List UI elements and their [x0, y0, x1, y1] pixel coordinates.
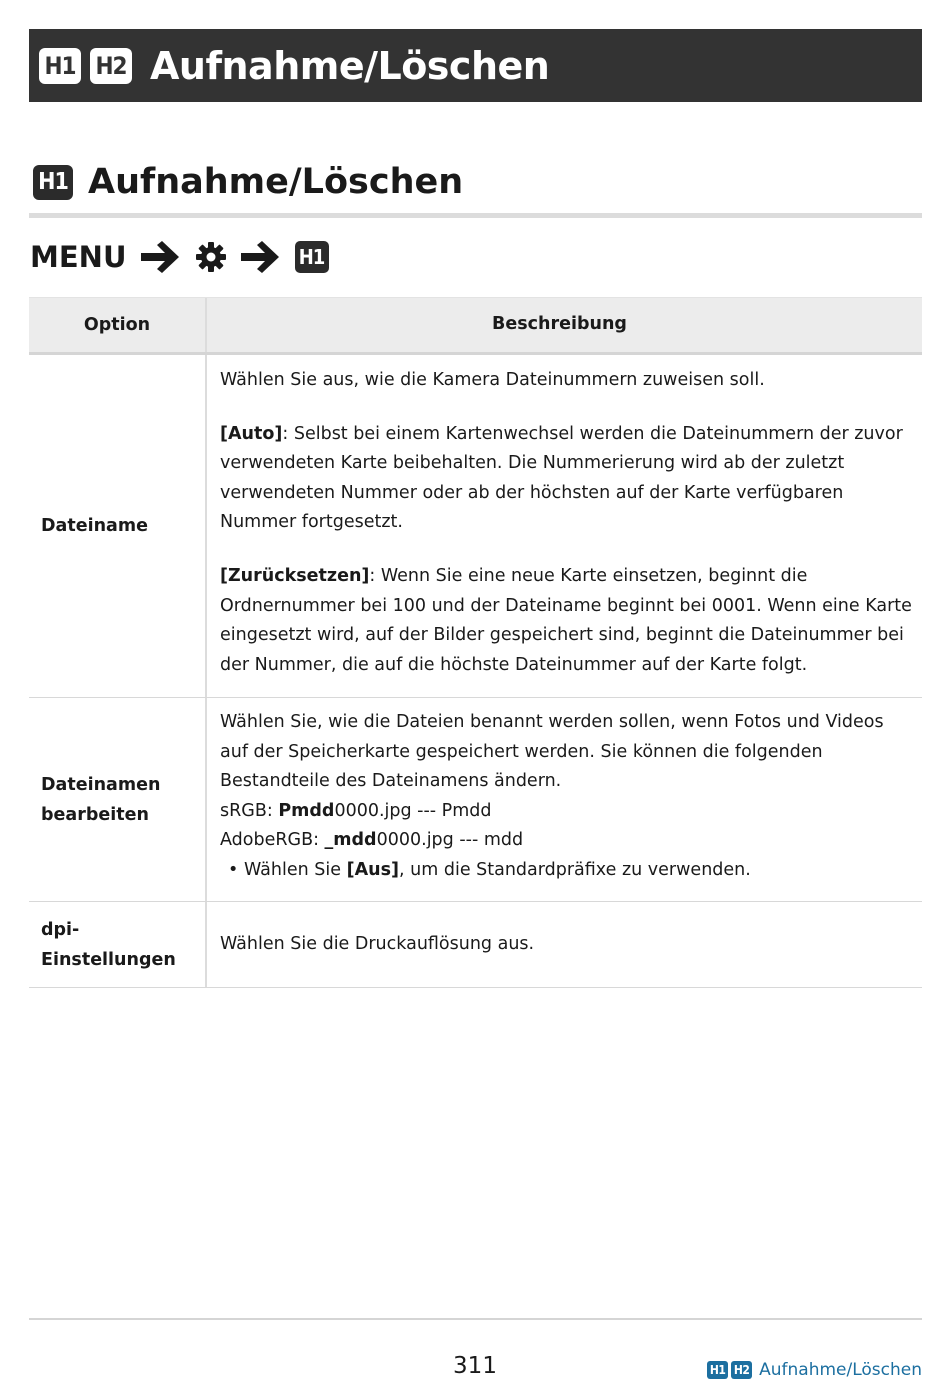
option-explanation: : Wenn Sie eine neue Karte einsetzen, beginnt die Ordnernummer bei 100 und der Dateiname beginnt bei 0001. Wenn eine Karte eingesetzt wird, auf der Bilder gespeichert sind, beginnt die Dateinummer bei der Nummer, die auf die höchste Dateinummer auf der Karte folgt.	[220, 565, 912, 675]
option-cell	[29, 355, 207, 697]
arrow-right-icon	[239, 241, 283, 273]
option-key: [Auto]	[220, 423, 283, 444]
description-paragraph	[220, 420, 912, 538]
table-row	[29, 698, 922, 902]
description-intro: Wählen Sie, wie die Dateien benannt werden sollen, wenn Fotos und Videos auf der Speicherkarte gespeichert werden. Sie können die folgenden Bestandteile des Dateinamens ändern.	[220, 712, 884, 792]
adobergb-format-line: AdobeRGB: _mdd0000.jpg --- mdd	[220, 830, 524, 851]
description-intro: Wählen Sie aus, wie die Kamera Dateinummern zuweisen soll.	[220, 370, 765, 390]
chapter-banner	[29, 29, 922, 102]
srgb-format-line: sRGB: Pmdd0000.jpg --- Pmdd	[220, 800, 492, 821]
section-title: Aufnahme/Löschen	[88, 162, 464, 202]
table-row	[29, 355, 922, 698]
h1-badge-icon: H1	[39, 48, 81, 84]
gear-icon	[195, 241, 227, 273]
description-cell	[207, 698, 922, 901]
table-row	[29, 902, 922, 988]
option-label: bearbeiten	[41, 804, 149, 825]
h1-badge-icon: H1	[33, 165, 73, 200]
page-number: 311	[453, 1353, 497, 1379]
chapter-link[interactable]	[707, 1360, 922, 1380]
h1-badge-icon: H1	[707, 1361, 728, 1379]
option-label: Dateinamen	[41, 774, 161, 795]
arrow-right-icon	[139, 241, 183, 273]
option-key: [Zurücksetzen]	[220, 565, 370, 586]
settings-table	[29, 297, 922, 988]
list-item: • Wählen Sie [Aus], um die Standardpräfixe zu verwenden.	[220, 856, 912, 886]
h2-badge-icon: H2	[90, 48, 132, 84]
option-cell	[29, 698, 207, 901]
description-cell	[207, 355, 922, 697]
header-option: Option	[29, 298, 207, 352]
option-cell	[29, 902, 207, 987]
description-cell	[207, 902, 922, 987]
chapter-link-text[interactable]: Aufnahme/Löschen	[759, 1360, 922, 1380]
section-heading	[33, 162, 463, 202]
header-description: Beschreibung	[492, 314, 627, 335]
option-explanation: : Selbst bei einem Kartenwechsel werden die Dateinummern der zuvor verwendeten Karte beibehalten. Die Nummerierung wird ab der zuletzt verwendeten Nummer oder ab der höchsten auf der Karte verfügbaren Nummer fortgesetzt.	[220, 423, 903, 533]
description-text: Wählen Sie die Druckauflösung aus.	[220, 933, 535, 954]
footer-divider	[29, 1318, 922, 1320]
option-label: dpi-	[41, 919, 80, 940]
option-label: Dateiname	[41, 516, 148, 536]
table-header-row	[29, 297, 922, 355]
bullet-icon: •	[228, 859, 239, 880]
chapter-title: Aufnahme/Löschen	[150, 43, 550, 88]
section-divider	[29, 213, 922, 218]
h2-badge-icon: H2	[731, 1361, 752, 1379]
menu-path	[30, 236, 329, 278]
option-label: Einstellungen	[41, 949, 176, 970]
description-paragraph	[220, 562, 912, 680]
menu-label: MENU	[30, 240, 127, 274]
h1-badge-icon: H1	[295, 241, 329, 273]
